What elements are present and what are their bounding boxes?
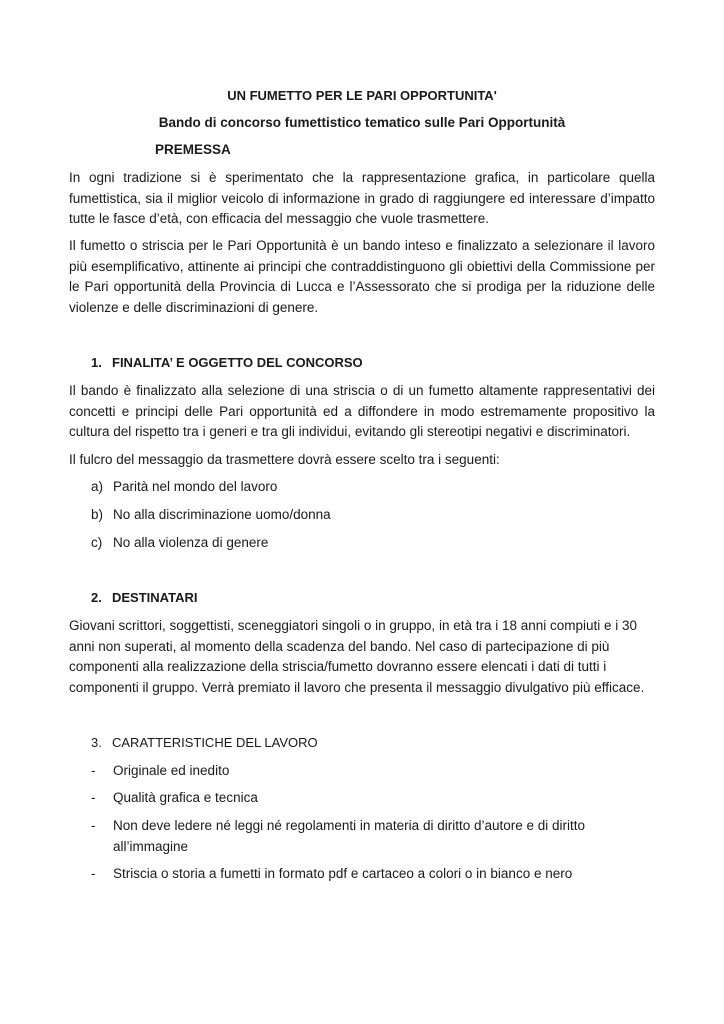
section-1-heading	[91, 355, 363, 370]
list-item	[91, 477, 633, 498]
list-marker: -	[91, 818, 96, 833]
section-2-heading	[91, 590, 197, 605]
premessa-heading: PREMESSA	[155, 142, 231, 157]
section-3-title: CARATTERISTICHE DEL LAVORO	[112, 735, 318, 750]
section-2-line: componenti alla realizzazione della striscia/fumetto dovranno essere elencati i dati di tutti i	[69, 659, 607, 675]
list-item-text: Parità nel mondo del lavoro	[113, 479, 278, 494]
list-item-text: No alla discriminazione uomo/donna	[113, 507, 331, 522]
section-3-number: 3.	[91, 735, 102, 750]
list-marker: -	[91, 866, 96, 881]
document-subtitle: Bando di concorso fumettistico tematico sulle Pari Opportunità	[158, 115, 566, 130]
premessa-paragraph-2: Il fumetto o striscia per le Pari Opportunità è un bando inteso e finalizzato a selezionare il lavoro più esemplificativo, attinente ai principi che contraddistinguono gli obiettivi della Commissione per le Pari opportunità della Provincia di Lucca e l’Assessorato che si prodiga per la riduzione delle violenze e delle discriminazioni di genere.	[69, 238, 655, 315]
premessa-paragraph-1: In ogni tradizione si è sperimentato che la rappresentazione grafica, in particolare quella fumettistica, sia il miglior veicolo di informazione in grado di raggiungere ed interessare d’impatto tutte le fasce d’età, con efficacia del messaggio che vuole trasmettere.	[69, 170, 655, 227]
section-2-line: anni non superati, al momento della scadenza del bando. Nel caso di partecipazione di più	[69, 638, 610, 654]
document-title: UN FUMETTO PER LE PARI OPPORTUNITA'	[227, 88, 497, 103]
section-1-number: 1.	[91, 355, 102, 370]
section-3-heading	[91, 735, 318, 750]
list-marker: a)	[91, 479, 104, 494]
section-2-number: 2.	[91, 590, 102, 605]
section-2-line: componenti il gruppo. Verrà premiato il lavoro che presenta il messaggio divulgativo più efficace.	[69, 679, 645, 695]
list-marker: -	[91, 790, 96, 805]
list-item	[91, 788, 633, 809]
list-marker: b)	[91, 507, 104, 522]
list-item-text: Striscia o storia a fumetti in formato pdf e cartaceo a colori o in bianco e nero	[113, 866, 573, 881]
list-marker: -	[91, 763, 96, 778]
list-item	[91, 864, 633, 885]
list-item-text: Originale ed inedito	[113, 763, 230, 778]
section-1-paragraph-1: Il bando è finalizzato alla selezione di una striscia o di un fumetto altamente rappresentativi dei concetti e principi delle Pari opportunità ed a diffondere in modo estremamente propositivo la cultura del rispetto tra i generi e tra gli individui, evitando gli stereotipi negativi e discriminatori.	[69, 383, 655, 440]
list-item	[91, 816, 633, 857]
list-item-text: Qualità grafica e tecnica	[113, 790, 258, 805]
list-item-text: Non deve ledere né leggi né regolamenti in materia di diritto d’autore e di diritto all’immagine	[113, 818, 586, 854]
section-2-line: Giovani scrittori, soggettisti, sceneggiatori singoli o in gruppo, in età tra i 18 anni compiuti e i 30	[69, 618, 638, 633]
section-1-paragraph-2: Il fulcro del messaggio da trasmettere dovrà essere scelto tra i seguenti:	[69, 452, 500, 467]
list-item	[91, 533, 633, 554]
section-2-paragraph	[69, 616, 655, 698]
list-item	[91, 505, 633, 526]
list-marker: c)	[91, 535, 103, 550]
section-1-title: FINALITA’ E OGGETTO DEL CONCORSO	[112, 355, 363, 370]
list-item	[91, 761, 633, 782]
section-2-title: DESTINATARI	[112, 590, 198, 605]
list-item-text: No alla violenza di genere	[113, 535, 269, 550]
